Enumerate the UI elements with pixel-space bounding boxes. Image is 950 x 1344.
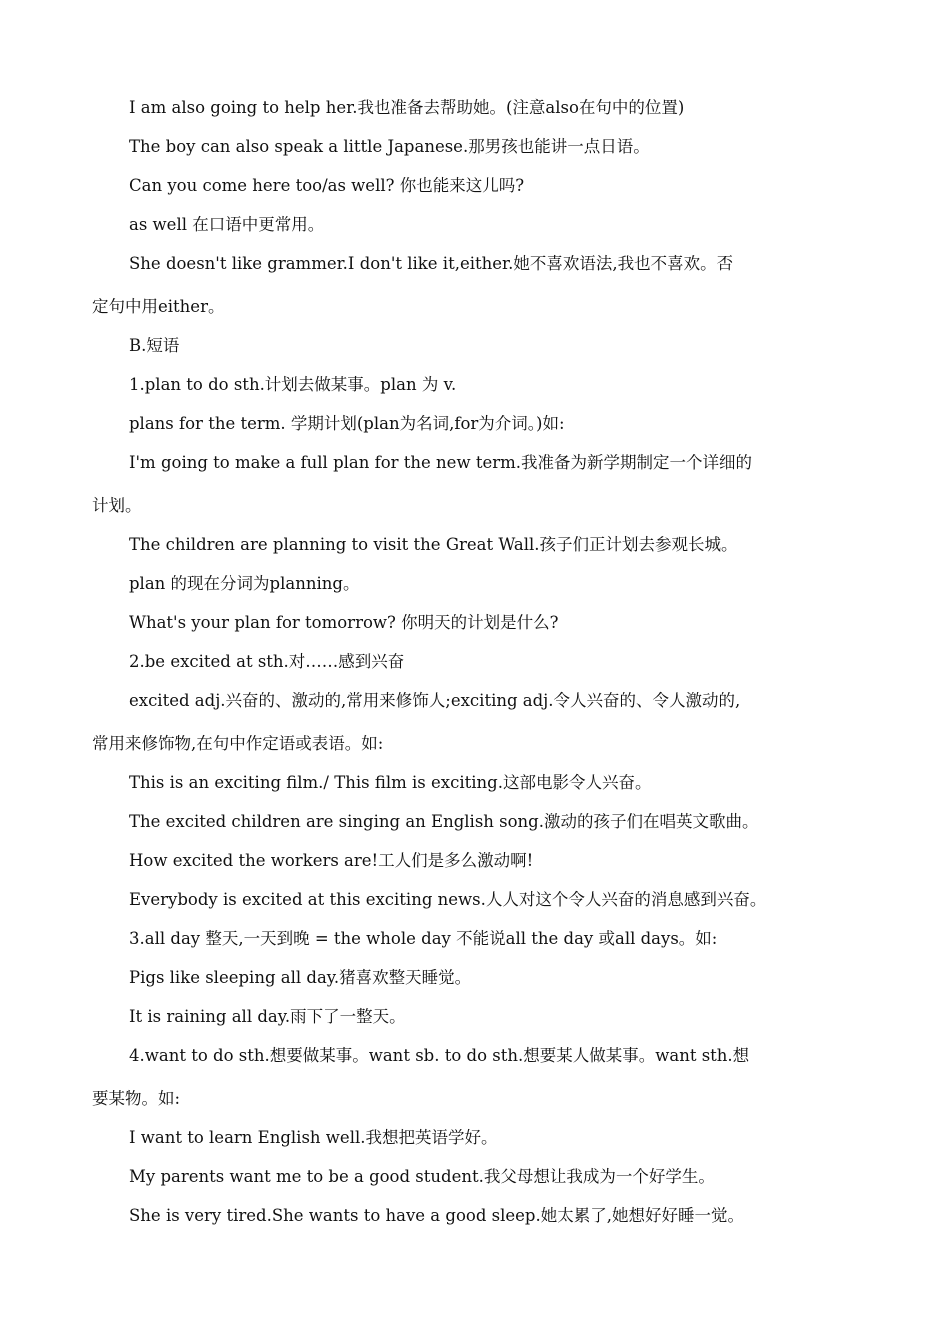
text-line: excited adj.兴奋的、激动的,常用来修饰人;exciting adj.令人兴奋的、令人激动的, — [129, 691, 741, 710]
text-line: as well 在口语中更常用。 — [129, 215, 325, 234]
text-line-continuation: 要某物。如: — [92, 1089, 181, 1108]
text-line: I'm going to make a full plan for the new term.我准备为新学期制定一个详细的 — [129, 453, 752, 472]
text-line: The excited children are singing an English song.激动的孩子们在唱英文歌曲。 — [129, 812, 759, 831]
text-line: It is raining all day.雨下了一整天。 — [129, 1007, 406, 1026]
text-line-continuation: 常用来修饰物,在句中作定语或表语。如: — [92, 734, 384, 753]
text-line: She doesn't like grammer.I don't like it,either.她不喜欢语法,我也不喜欢。否 — [129, 254, 734, 273]
text-line: The children are planning to visit the Great Wall.孩子们正计划去参观长城。 — [129, 535, 738, 554]
text-line: 2.be excited at sth.对……感到兴奋 — [129, 652, 405, 671]
document-body — [92, 96, 864, 1227]
text-line: This is an exciting film./ This film is exciting.这部电影令人兴奋。 — [129, 773, 652, 792]
text-line: I am also going to help her.我也准备去帮助她。(注意also在句中的位置) — [129, 98, 685, 117]
text-line: plans for the term. 学期计划(plan为名词,for为介词。)如: — [129, 414, 565, 433]
section-heading: B.短语 — [129, 336, 180, 355]
text-line: Can you come here too/as well? 你也能来这儿吗? — [129, 176, 525, 195]
text-line: How excited the workers are!工人们是多么激动啊! — [129, 851, 534, 870]
text-line-continuation: 计划。 — [92, 496, 142, 515]
text-line: She is very tired.She wants to have a good sleep.她太累了,她想好好睡一觉。 — [129, 1206, 744, 1225]
text-line: 1.plan to do sth.计划去做某事。plan 为 v. — [129, 375, 457, 394]
text-line: The boy can also speak a little Japanese.那男孩也能讲一点日语。 — [129, 137, 650, 156]
text-line-continuation: 定句中用either。 — [92, 297, 225, 316]
text-line: Everybody is excited at this exciting news.人人对这个令人兴奋的消息感到兴奋。 — [129, 890, 767, 909]
text-line: My parents want me to be a good student.我父母想让我成为一个好学生。 — [129, 1167, 715, 1186]
text-line: 4.want to do sth.想要做某事。want sb. to do sth.想要某人做某事。want sth.想 — [129, 1046, 750, 1065]
text-line: 3.all day 整天,一天到晚 = the whole day 不能说all the day 或all days。如: — [129, 929, 718, 948]
text-line: I want to learn English well.我想把英语学好。 — [129, 1128, 498, 1147]
text-line: What's your plan for tomorrow? 你明天的计划是什么? — [129, 613, 559, 632]
text-line: Pigs like sleeping all day.猪喜欢整天睡觉。 — [129, 968, 472, 987]
text-line: plan 的现在分词为planning。 — [129, 574, 360, 593]
